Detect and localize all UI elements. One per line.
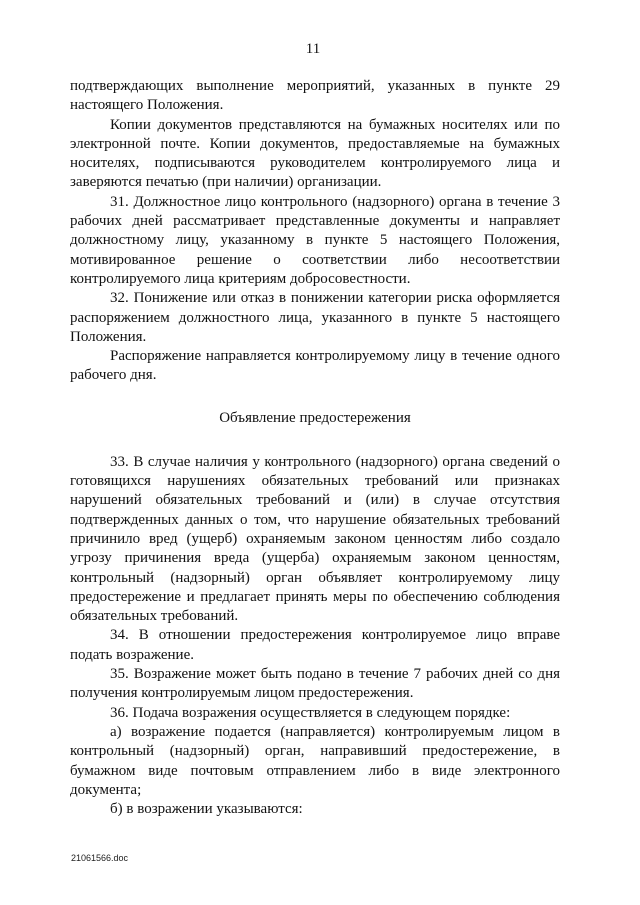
page-number: 11 <box>305 41 321 57</box>
document-body <box>70 77 560 819</box>
paragraph-35: 35. Возражение может быть подано в течение 7 рабочих дней со дня получения контролируемым лицом предостережения. <box>70 666 560 702</box>
subparagraph-a: а) возражение подается (направляется) контролируемым лицом в контрольный (надзорный) орган, направивший предостережение, в бумажном виде почтовым отправлением либо в виде электронного документа; <box>70 723 560 798</box>
section-heading: Объявление предостережения <box>219 409 411 426</box>
footer-filename: 21061566.doc <box>71 853 129 863</box>
paragraph-copies: Копии документов представляются на бумажных носителях или по электронной почте. Копии документов, предоставляемые на бумажных носителях, подписываются руководителем контролируемого лица и заверяются печатью (при наличии) организации. <box>70 116 560 191</box>
paragraph-continuation: подтверждающих выполнение мероприятий, указанных в пункте 29 настоящего Положения. <box>70 78 560 114</box>
paragraph-31: 31. Должностное лицо контрольного (надзорного) органа в течение 3 рабочих дней рассматривает представленные документы и направляет должностному лицу, указанному в пункте 5 настоящего Положения, мотивированное решение о соответствии либо несоответствии контролируемого лица критериям добросовестности. <box>70 193 560 287</box>
paragraph-order-sent: Распоряжение направляется контролируемому лицу в течение одного рабочего дня. <box>70 348 560 384</box>
paragraph-33: 33. В случае наличия у контрольного (надзорного) органа сведений о готовящихся нарушениях обязательных требований или признаках нарушений обязательных требований и (или) в случае отсутствия подтвержденных данных о том, что нарушение обязательных требований причинило вред (ущерб) охраняемым законом ценностям либо создало угрозу причинения вреда (ущерба) охраняемым законом ценностям, контрольный (надзорный) орган объявляет контролируемому лицу предостережение и предлагает принять меры по обеспечению соблюдения обязательных требований. <box>70 453 560 625</box>
paragraph-32: 32. Понижение или отказ в понижении категории риска оформляется распоряжением должностного лица, указанного в пункте 5 настоящего Положения. <box>70 290 560 345</box>
subparagraph-b: б) в возражении указываются: <box>110 801 303 818</box>
paragraph-36: 36. Подача возражения осуществляется в следующем порядке: <box>110 704 511 721</box>
paragraph-34: 34. В отношении предостережения контролируемое лицо вправе подать возражение. <box>70 627 560 663</box>
